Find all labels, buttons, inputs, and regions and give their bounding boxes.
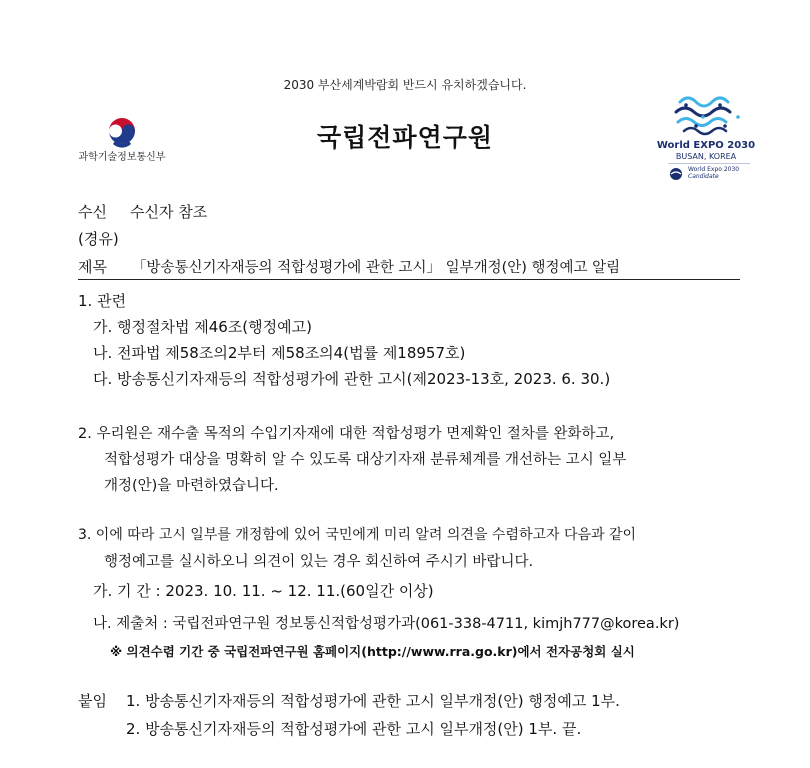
attachment-item-2: 2. 방송통신기자재등의 적합성평가에 관한 고시 일부개정(안) 1부. 끝.: [126, 720, 582, 738]
section1-title: 1. 관련: [78, 292, 127, 310]
section3-item-a: 가. 기 간 : 2023. 10. 11. ~ 12. 11.(60일간 이상): [93, 582, 434, 600]
section3-line2: 행정예고를 실시하오니 의견이 있는 경우 회신하여 주시기 바랍니다.: [104, 554, 534, 570]
subject-divider: [78, 279, 740, 280]
section2-line2: 적합성평가 대상을 명확히 알 수 있도록 대상기자재 분류체계를 개선하는 고시 일부: [104, 452, 627, 468]
via-label: (경유): [78, 230, 119, 248]
section3-note: ※ 의견수렴 기간 중 국립전파연구원 홈페이지(http://www.rra.go.kr)에서 전자공청회 실시: [110, 644, 635, 659]
section1-item-a: 가. 행정절차법 제46조(행정예고): [93, 318, 312, 336]
expo-badge-line1: World Expo 2030: [688, 166, 740, 173]
expo-title: World EXPO 2030: [656, 140, 756, 151]
ministry-name: 과학기술정보통신부: [78, 152, 166, 163]
expo-slogan: 2030 부산세계박람회 반드시 유치하겠습니다.: [283, 78, 527, 92]
section3-item-b: 나. 제출처 : 국립전파연구원 정보통신적합성평가과(061-338-4711, kimjh777@korea.kr): [93, 616, 680, 632]
section3-line1: 3. 이에 따라 고시 일부를 개정함에 있어 국민에게 미리 알려 의견을 수렴하고자 다음과 같이: [78, 527, 637, 543]
expo-badge-text: [688, 166, 739, 180]
expo-subtitle: BUSAN, KOREA: [675, 152, 737, 161]
section2-line3: 개정(안)을 마련하였습니다.: [104, 478, 279, 494]
section1-item-b: 나. 전파법 제58조의2부터 제58조의4(법률 제18957호): [93, 344, 466, 362]
attachment-item-1: 1. 방송통신기자재등의 적합성평가에 관한 고시 일부개정(안) 행정예고 1부.: [126, 692, 620, 710]
section2-line1: 2. 우리원은 재수출 목적의 수입기자재에 대한 적합성평가 면제확인 절차를 완화하고,: [78, 426, 615, 442]
organization-title: 국립전파연구원: [316, 123, 494, 152]
attachment-label: 붙임: [78, 692, 107, 710]
recipient-label: 수신: [78, 203, 107, 221]
recipient-value: 수신자 참조: [130, 203, 208, 221]
section1-item-c: 다. 방송통신기자재등의 적합성평가에 관한 고시(제2023-13호, 2023. 6. 30.): [93, 370, 611, 388]
expo-badge-line2: Candidate: [688, 173, 719, 180]
subject-label: 제목: [78, 258, 107, 276]
subject-value: 「방송통신기자재등의 적합성평가에 관한 고시」 일부개정(안) 행정예고 알림: [132, 260, 621, 276]
